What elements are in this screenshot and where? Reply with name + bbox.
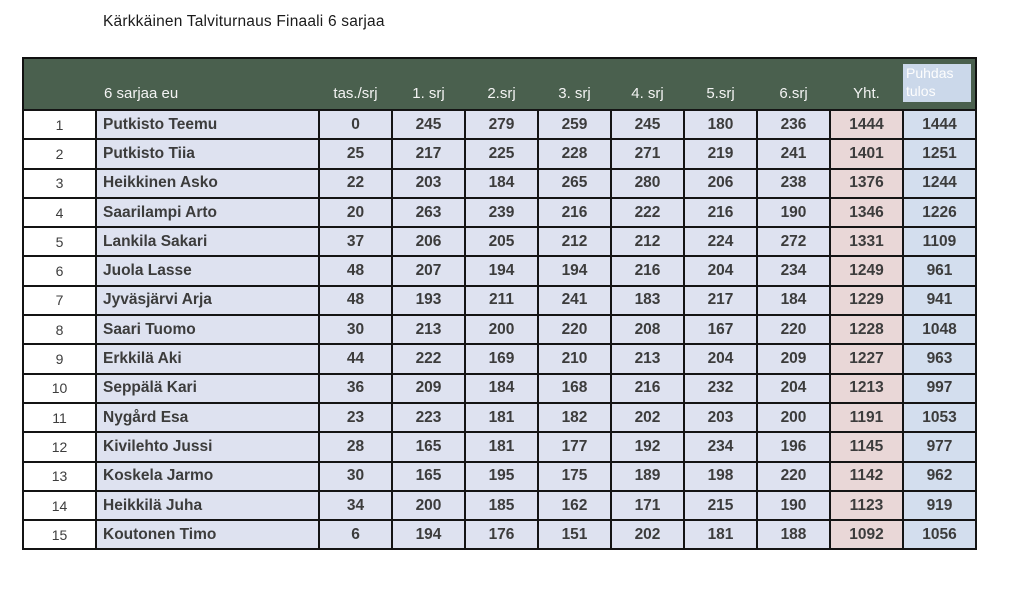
total-cell: 1227	[830, 344, 903, 373]
rank-cell: 2	[23, 139, 96, 168]
series-3-cell: 216	[538, 198, 611, 227]
series-1-cell: 203	[392, 169, 465, 198]
series-3-cell: 168	[538, 374, 611, 403]
series-6-cell: 188	[757, 520, 830, 549]
clean-total-cell: 977	[903, 432, 976, 461]
series-3-cell: 175	[538, 462, 611, 491]
series-4-cell: 208	[611, 315, 684, 344]
clean-total-cell: 1444	[903, 110, 976, 139]
series-5-cell: 215	[684, 491, 757, 520]
series-3-cell: 182	[538, 403, 611, 432]
series-2-cell: 184	[465, 374, 538, 403]
series-6-cell: 236	[757, 110, 830, 139]
series-5-cell: 234	[684, 432, 757, 461]
series-6-cell: 204	[757, 374, 830, 403]
rank-cell: 1	[23, 110, 96, 139]
series-3-cell: 177	[538, 432, 611, 461]
clean-total-cell: 1251	[903, 139, 976, 168]
handicap-cell: 23	[319, 403, 392, 432]
table-header	[23, 58, 976, 110]
series-3-cell: 241	[538, 286, 611, 315]
series-5-cell: 204	[684, 256, 757, 285]
series-3-cell: 194	[538, 256, 611, 285]
header-clean-total-box: Puhdas tulos	[903, 64, 971, 102]
series-2-cell: 205	[465, 227, 538, 256]
clean-total-cell: 1048	[903, 315, 976, 344]
player-name-cell: Nygård Esa	[96, 403, 319, 432]
series-6-cell: 200	[757, 403, 830, 432]
series-1-cell: 165	[392, 462, 465, 491]
header-series-4: 4. srj	[611, 58, 684, 110]
player-name-cell: Putkisto Tiia	[96, 139, 319, 168]
series-1-cell: 263	[392, 198, 465, 227]
table-row	[23, 286, 976, 315]
total-cell: 1331	[830, 227, 903, 256]
clean-total-cell: 997	[903, 374, 976, 403]
series-1-cell: 217	[392, 139, 465, 168]
total-cell: 1444	[830, 110, 903, 139]
player-name-cell: Jyväsjärvi Arja	[96, 286, 319, 315]
handicap-cell: 25	[319, 139, 392, 168]
series-4-cell: 192	[611, 432, 684, 461]
series-3-cell: 212	[538, 227, 611, 256]
series-2-cell: 194	[465, 256, 538, 285]
series-2-cell: 176	[465, 520, 538, 549]
series-6-cell: 241	[757, 139, 830, 168]
header-series-5: 5.srj	[684, 58, 757, 110]
player-name-cell: Lankila Sakari	[96, 227, 319, 256]
series-5-cell: 232	[684, 374, 757, 403]
handicap-cell: 44	[319, 344, 392, 373]
series-1-cell: 165	[392, 432, 465, 461]
table-row	[23, 198, 976, 227]
total-cell: 1249	[830, 256, 903, 285]
clean-total-cell: 1053	[903, 403, 976, 432]
rank-cell: 6	[23, 256, 96, 285]
clean-total-cell: 963	[903, 344, 976, 373]
player-name-cell: Saarilampi Arto	[96, 198, 319, 227]
series-3-cell: 228	[538, 139, 611, 168]
series-4-cell: 202	[611, 403, 684, 432]
rank-cell: 11	[23, 403, 96, 432]
rank-cell: 9	[23, 344, 96, 373]
series-4-cell: 271	[611, 139, 684, 168]
handicap-cell: 34	[319, 491, 392, 520]
handicap-cell: 28	[319, 432, 392, 461]
series-4-cell: 213	[611, 344, 684, 373]
series-3-cell: 265	[538, 169, 611, 198]
player-name-cell: Juola Lasse	[96, 256, 319, 285]
series-2-cell: 239	[465, 198, 538, 227]
series-3-cell: 210	[538, 344, 611, 373]
header-series-6: 6.srj	[757, 58, 830, 110]
series-6-cell: 272	[757, 227, 830, 256]
rank-cell: 15	[23, 520, 96, 549]
rank-cell: 7	[23, 286, 96, 315]
table-row	[23, 169, 976, 198]
series-4-cell: 189	[611, 462, 684, 491]
rank-cell: 10	[23, 374, 96, 403]
series-4-cell: 216	[611, 374, 684, 403]
rank-cell: 4	[23, 198, 96, 227]
handicap-cell: 48	[319, 256, 392, 285]
table-row	[23, 374, 976, 403]
series-1-cell: 193	[392, 286, 465, 315]
series-2-cell: 211	[465, 286, 538, 315]
player-name-cell: Seppälä Kari	[96, 374, 319, 403]
header-player: 6 sarjaa eu	[96, 58, 319, 110]
series-5-cell: 181	[684, 520, 757, 549]
header-series-2: 2.srj	[465, 58, 538, 110]
series-1-cell: 245	[392, 110, 465, 139]
header-row	[23, 58, 976, 110]
series-1-cell: 200	[392, 491, 465, 520]
player-name-cell: Koutonen Timo	[96, 520, 319, 549]
series-2-cell: 169	[465, 344, 538, 373]
handicap-cell: 30	[319, 462, 392, 491]
series-5-cell: 217	[684, 286, 757, 315]
total-cell: 1376	[830, 169, 903, 198]
series-5-cell: 180	[684, 110, 757, 139]
series-6-cell: 238	[757, 169, 830, 198]
rank-cell: 8	[23, 315, 96, 344]
player-name-cell: Saari Tuomo	[96, 315, 319, 344]
table-row	[23, 110, 976, 139]
table-row	[23, 403, 976, 432]
player-name-cell: Erkkilä Aki	[96, 344, 319, 373]
header-series-3: 3. srj	[538, 58, 611, 110]
rank-cell: 13	[23, 462, 96, 491]
series-5-cell: 224	[684, 227, 757, 256]
series-3-cell: 220	[538, 315, 611, 344]
series-6-cell: 184	[757, 286, 830, 315]
series-5-cell: 204	[684, 344, 757, 373]
total-cell: 1401	[830, 139, 903, 168]
results-body	[23, 110, 976, 549]
rank-cell: 14	[23, 491, 96, 520]
player-name-cell: Putkisto Teemu	[96, 110, 319, 139]
table-row	[23, 491, 976, 520]
table-row	[23, 520, 976, 549]
player-name-cell: Heikkinen Asko	[96, 169, 319, 198]
handicap-cell: 30	[319, 315, 392, 344]
total-cell: 1213	[830, 374, 903, 403]
table-row	[23, 344, 976, 373]
header-clean-total	[903, 58, 976, 110]
total-cell: 1228	[830, 315, 903, 344]
clean-total-cell: 919	[903, 491, 976, 520]
series-1-cell: 207	[392, 256, 465, 285]
series-5-cell: 198	[684, 462, 757, 491]
series-6-cell: 220	[757, 462, 830, 491]
series-2-cell: 184	[465, 169, 538, 198]
series-2-cell: 225	[465, 139, 538, 168]
series-2-cell: 195	[465, 462, 538, 491]
header-rank	[23, 58, 96, 110]
series-3-cell: 151	[538, 520, 611, 549]
series-3-cell: 259	[538, 110, 611, 139]
series-1-cell: 206	[392, 227, 465, 256]
series-2-cell: 279	[465, 110, 538, 139]
total-cell: 1191	[830, 403, 903, 432]
total-cell: 1346	[830, 198, 903, 227]
series-6-cell: 234	[757, 256, 830, 285]
series-3-cell: 162	[538, 491, 611, 520]
table-row	[23, 256, 976, 285]
header-series-1: 1. srj	[392, 58, 465, 110]
total-cell: 1229	[830, 286, 903, 315]
rank-cell: 5	[23, 227, 96, 256]
series-4-cell: 171	[611, 491, 684, 520]
handicap-cell: 20	[319, 198, 392, 227]
series-4-cell: 222	[611, 198, 684, 227]
series-1-cell: 194	[392, 520, 465, 549]
handicap-cell: 22	[319, 169, 392, 198]
clean-total-cell: 1056	[903, 520, 976, 549]
player-name-cell: Koskela Jarmo	[96, 462, 319, 491]
handicap-cell: 48	[319, 286, 392, 315]
clean-total-cell: 1226	[903, 198, 976, 227]
series-6-cell: 190	[757, 491, 830, 520]
table-row	[23, 139, 976, 168]
clean-total-cell: 941	[903, 286, 976, 315]
handicap-cell: 6	[319, 520, 392, 549]
series-5-cell: 206	[684, 169, 757, 198]
table-row	[23, 227, 976, 256]
results-table	[22, 57, 977, 550]
clean-total-cell: 961	[903, 256, 976, 285]
series-6-cell: 220	[757, 315, 830, 344]
table-row	[23, 432, 976, 461]
series-6-cell: 190	[757, 198, 830, 227]
clean-total-cell: 1109	[903, 227, 976, 256]
series-1-cell: 213	[392, 315, 465, 344]
table-row	[23, 315, 976, 344]
series-4-cell: 183	[611, 286, 684, 315]
series-5-cell: 219	[684, 139, 757, 168]
series-4-cell: 245	[611, 110, 684, 139]
series-2-cell: 181	[465, 432, 538, 461]
series-1-cell: 222	[392, 344, 465, 373]
total-cell: 1092	[830, 520, 903, 549]
header-total: Yht.	[830, 58, 903, 110]
rank-cell: 3	[23, 169, 96, 198]
rank-cell: 12	[23, 432, 96, 461]
series-2-cell: 200	[465, 315, 538, 344]
series-5-cell: 203	[684, 403, 757, 432]
handicap-cell: 36	[319, 374, 392, 403]
series-4-cell: 216	[611, 256, 684, 285]
series-4-cell: 280	[611, 169, 684, 198]
series-4-cell: 202	[611, 520, 684, 549]
series-6-cell: 196	[757, 432, 830, 461]
player-name-cell: Heikkilä Juha	[96, 491, 319, 520]
series-1-cell: 209	[392, 374, 465, 403]
series-5-cell: 167	[684, 315, 757, 344]
player-name-cell: Kivilehto Jussi	[96, 432, 319, 461]
page-title: Kärkkäinen Talviturnaus Finaali 6 sarjaa	[103, 13, 385, 30]
total-cell: 1123	[830, 491, 903, 520]
series-2-cell: 181	[465, 403, 538, 432]
series-6-cell: 209	[757, 344, 830, 373]
series-1-cell: 223	[392, 403, 465, 432]
total-cell: 1142	[830, 462, 903, 491]
total-cell: 1145	[830, 432, 903, 461]
series-4-cell: 212	[611, 227, 684, 256]
series-5-cell: 216	[684, 198, 757, 227]
header-handicap: tas./srj	[319, 58, 392, 110]
clean-total-cell: 962	[903, 462, 976, 491]
handicap-cell: 0	[319, 110, 392, 139]
series-2-cell: 185	[465, 491, 538, 520]
clean-total-cell: 1244	[903, 169, 976, 198]
table-row	[23, 462, 976, 491]
handicap-cell: 37	[319, 227, 392, 256]
